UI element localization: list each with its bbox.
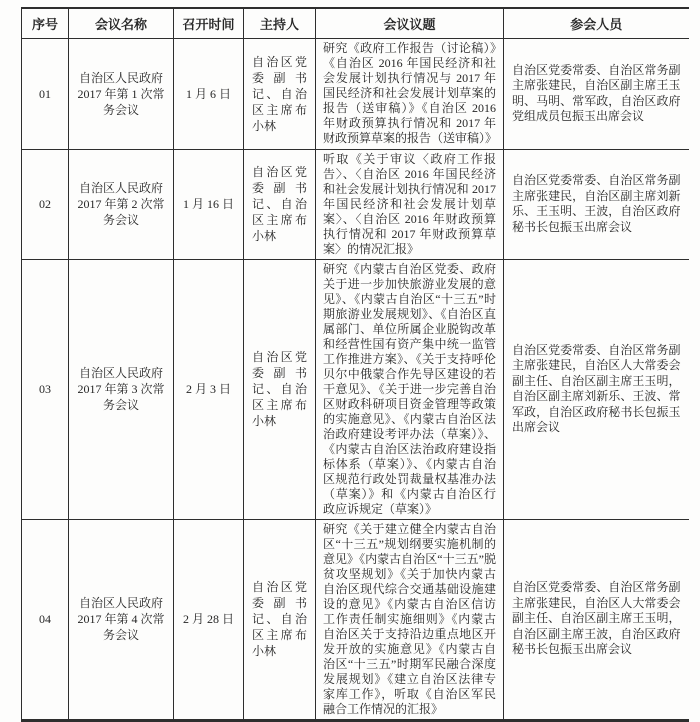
cell-number: 01: [22, 38, 69, 149]
table-row: [22, 519, 689, 720]
cell-topics: 研究《内蒙古自治区党委、政府关于进一步加快旅游业发展的意见》、《内蒙古自治区“十三五”时期旅游业发展规划》、《自治区直属部门、单位所属企业脱钩改革和经营性国有资产集中统一监管工作推进方案》、《关于支持呼伦贝尔中俄蒙合作先导区建设的若干意见》、《关于进一步完善自治区财政科研项目资金管理等政策的实施意见》、《内蒙古自治区法治政府建设考评办法（草案）》、《内蒙古自治区法治政府建设指标体系（草案）》、《内蒙古自治区规范行政处罚裁量权基准办法（草案）》和《内蒙古自治区行政应诉规定（草案）》: [316, 259, 504, 519]
document-page: [21, 7, 688, 722]
cell-host: 自治区党委副书记、自治区主席布小林: [244, 38, 316, 149]
cell-attendees: 自治区党委常委、自治区常务副主席张建民，自治区人大常委会副主任、自治区副主席王玉明，自治区副主席王波，自治区政府秘书长包振玉出席会议: [504, 519, 689, 720]
column-header-topics: 会议议题: [316, 8, 504, 38]
cell-host: 自治区党委副书记、自治区主席布小林: [244, 259, 316, 519]
cell-date: 1 月 6 日: [174, 38, 244, 149]
cell-topics: 研究《关于建立健全内蒙古自治区“十三五”规划纲要实施机制的意见》《内蒙古自治区“十三五”脱贫攻坚规划》《关于加快内蒙古自治区现代综合交通基础设施建设的意见》《内蒙古自治区信访工作责任制实施细则》《内蒙古自治区关于支持沿边重点地区开发开放的实施意见》《内蒙古自治区“十三五”时期军民融合深度发展规划》《建立自治区法律专家库工作》，听取《自治区军民融合工作情况的汇报》: [316, 519, 504, 720]
meeting-table: [21, 7, 689, 722]
cell-host: 自治区党委副书记、自治区主席布小林: [244, 519, 316, 720]
cell-attendees: 自治区党委常委、自治区常务副主席张建民，自治区人大常委会副主任、自治区副主席王玉明，自治区副主席刘新乐、王波、常军政，自治区政府秘书长包振玉出席会议: [504, 259, 689, 519]
cell-meeting-name: 自治区人民政府 2017 年第 3 次常务会议: [69, 259, 174, 519]
cell-date: 2 月 28 日: [174, 519, 244, 720]
cell-meeting-name: 自治区人民政府 2017 年第 1 次常务会议: [69, 38, 174, 149]
table-row: [22, 259, 689, 519]
table-row: [22, 149, 689, 259]
column-header-date: 召开时间: [174, 8, 244, 38]
cell-attendees: 自治区党委常委、自治区常务副主席张建民，自治区副主席王玉明、马明、常军政，自治区政府党组成员包振玉出席会议: [504, 38, 689, 149]
cell-number: 02: [22, 149, 69, 259]
cell-meeting-name: 自治区人民政府 2017 年第 2 次常务会议: [69, 149, 174, 259]
column-header-host: 主持人: [244, 8, 316, 38]
cell-topics: 听取《关于审议〈政府工作报告〉、〈自治区 2016 年国民经济和社会发展计划执行情况和 2017 年国民经济和社会发展计划草案〉、〈自治区 2016 年财政预算执行情况和 2017 年财政预算草案〉的情况汇报》: [316, 149, 504, 259]
column-header-attendees: 参会人员: [504, 8, 689, 38]
cell-number: 04: [22, 519, 69, 720]
cell-date: 2 月 3 日: [174, 259, 244, 519]
cell-attendees: 自治区党委常委、自治区常务副主席张建民，自治区副主席刘新乐、王玉明、王波，自治区政府秘书长包振玉出席会议: [504, 149, 689, 259]
cell-topics: 研究《政府工作报告（讨论稿）》《自治区 2016 年国民经济和社会发展计划执行情况与 2017 年国民经济和社会发展计划草案的报告（送审稿）》《自治区 2016 年财政预算执行情况和 2017 年财政预算草案的报告（送审稿）》: [316, 38, 504, 149]
cell-meeting-name: 自治区人民政府 2017 年第 4 次常务会议: [69, 519, 174, 720]
cell-host: 自治区党委副书记、自治区主席布小林: [244, 149, 316, 259]
column-header-meeting-name: 会议名称: [69, 8, 174, 38]
cell-number: 03: [22, 259, 69, 519]
column-header-number: 序号: [22, 8, 69, 38]
cell-date: 1 月 16 日: [174, 149, 244, 259]
header-row: [22, 8, 689, 38]
table-row: [22, 38, 689, 149]
